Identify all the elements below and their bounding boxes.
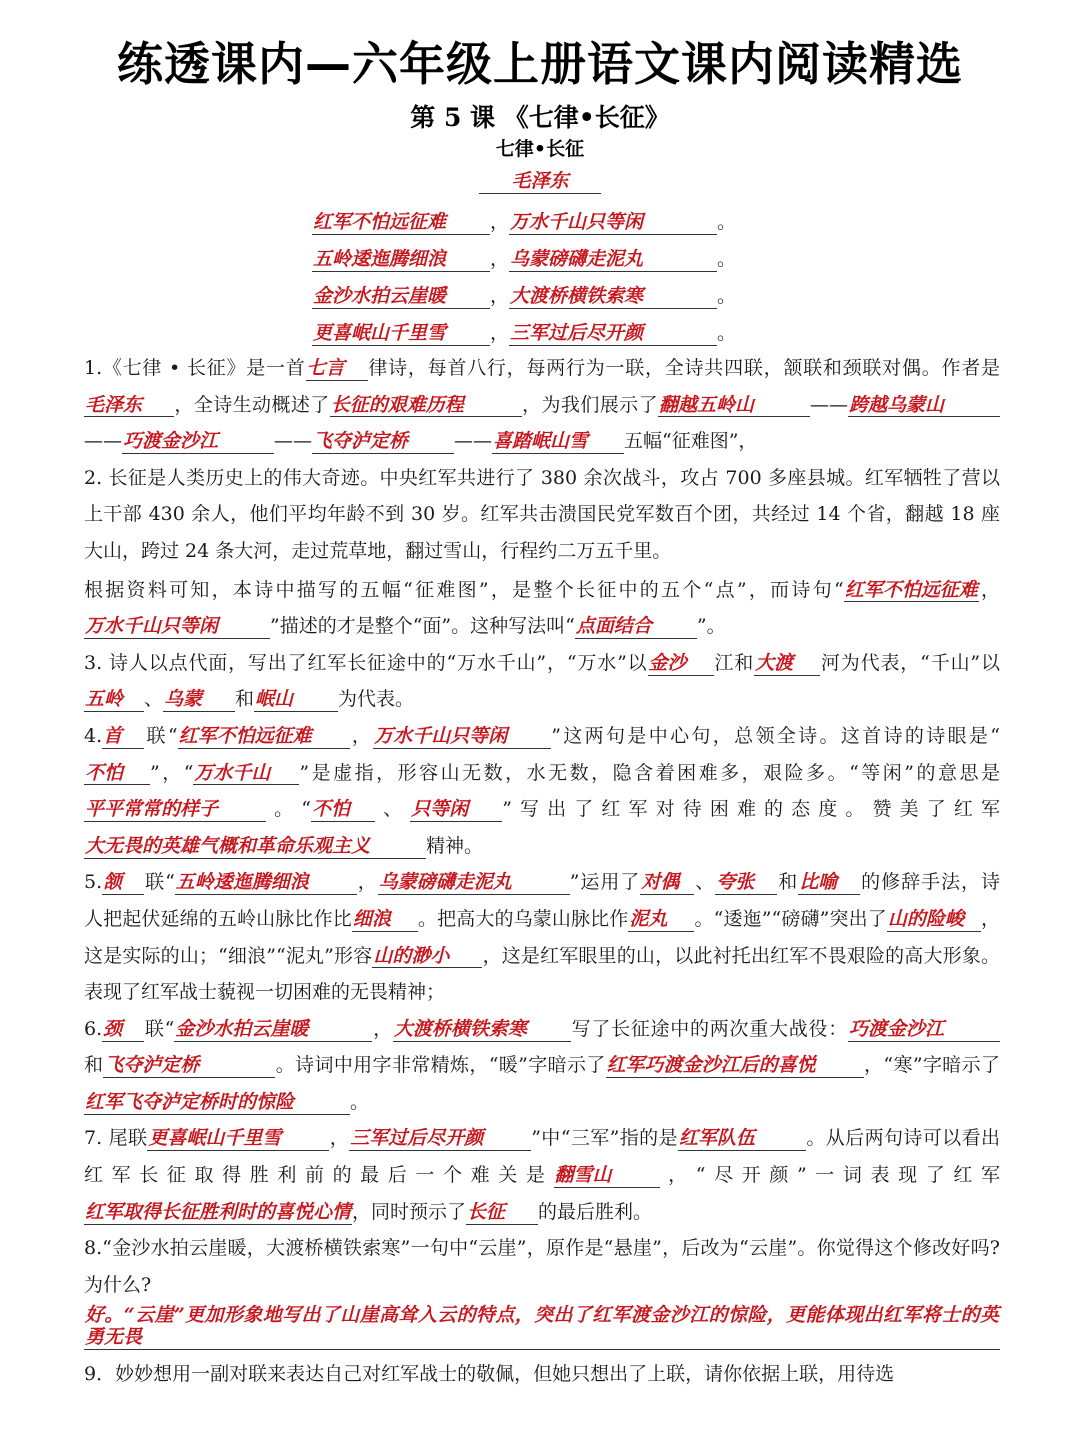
answer-blank: 万水千山 [193, 763, 299, 786]
answer-blank: 颔 [102, 872, 144, 895]
question-text: 和 [777, 871, 799, 894]
answer-blank: 大无畏的英雄气概和革命乐观主义 [84, 836, 426, 859]
question-3 [84, 645, 1000, 718]
answer-blank: 翻雪山 [554, 1165, 660, 1188]
question-text: 联“ [144, 1017, 175, 1040]
question-text: 4. [84, 724, 103, 747]
question-text: 。“ [266, 798, 311, 821]
author-answer: 毛泽东 [479, 171, 601, 194]
question-text: 的修辞手法，诗人把起伏延绵的五岭山脉比作比 [84, 871, 1000, 930]
question-text: 。从后两句诗可以看出红军长征取得胜利前的最后一个难关是 [84, 1127, 1000, 1187]
answer-blank: 山的渺小 [372, 946, 482, 969]
verse-comma: ， [490, 248, 510, 270]
answer-blank: 毛泽东 [84, 395, 174, 418]
question-8: 8.“金沙水拍云崖暖，大渡桥横铁索寒”一句中“云崖”，原作是“悬崖”，后改为“云崖”。你觉得这个修改好吗?为什么? [84, 1237, 1000, 1296]
question-text: ，这是红军眼里的山，以此衬托出红军不畏艰险的高大形象。表现了红军战士藐视一切困难的无畏精神； [84, 944, 1000, 1004]
verse-comma: ， [490, 285, 510, 307]
questions-section [84, 350, 1000, 1392]
answer-blank: 五岭逶迤腾细浪 [175, 872, 357, 895]
question-text: ，同时预示了 [352, 1200, 467, 1223]
answer-blank: 巧渡金沙江 [848, 1019, 1000, 1042]
question-text: 河为代表，“千山”以 [820, 651, 1000, 674]
question-text: 的最后胜利。 [538, 1200, 653, 1223]
question-text: 。诗词中用字非常精炼，“暖”字暗示了 [275, 1054, 606, 1077]
question-text: —— [84, 430, 122, 453]
question-text: 和 [235, 688, 255, 711]
answer-blank: 细浪 [352, 909, 418, 932]
answer-blank: 翻越五岭山 [658, 395, 810, 418]
answer-blank: 飞夺泸定桥 [312, 431, 454, 454]
verse-blank: 红军不怕远征难 [312, 212, 490, 235]
question-text: 。 [350, 1090, 370, 1113]
verse-comma: ， [490, 211, 510, 233]
question-text: 1.《七律 • 长征》是一首 [84, 357, 306, 379]
answer-blank: 颈 [102, 1019, 144, 1042]
question-text: 。“逶迤”“磅礴”突出了 [694, 907, 887, 930]
question-text: 精神。 [426, 834, 484, 857]
answer-blank: 三军过后尽开颜 [349, 1128, 531, 1151]
answer-blank: 跨越乌蒙山 [848, 395, 1000, 418]
question-text: 五幅“征难图”， [624, 430, 758, 453]
question-text: ”这两句是中心句，总领全诗。这首诗的诗眼是“ [551, 724, 1000, 747]
verse-period: 。 [717, 248, 737, 270]
answer-blank: 不怕 [311, 799, 375, 822]
answer-blank: 大渡 [754, 653, 820, 676]
answer-blank: 红军巧渡金沙江后的喜悦 [606, 1055, 864, 1078]
verse-period: 。 [717, 322, 737, 344]
answer-blank: 平平常常的样子 [84, 799, 266, 822]
question-text: 联“ [144, 871, 175, 894]
answer-blank: 更喜岷山千里雪 [147, 1128, 329, 1151]
answer-blank: 红军队伍 [678, 1128, 806, 1151]
question-text: 联“ [144, 724, 178, 747]
answer-blank: 夸张 [715, 872, 777, 895]
answer-blank: 飞夺泸定桥 [103, 1055, 275, 1078]
verse-blank: 万水千山只等闲 [509, 212, 717, 235]
verse-period: 。 [717, 285, 737, 307]
question-text: ，“寒”字暗示了 [863, 1054, 1000, 1077]
question-text: ， [978, 578, 1000, 601]
question-9: 9．妙妙想用一副对联来表达自己对红军战士的敬佩，但她只想出了上联，请你依据上联，用待选 [84, 1362, 895, 1385]
question-text: ， [372, 1017, 393, 1040]
answer-blank: 泥丸 [628, 909, 694, 932]
question-text: ， [356, 871, 378, 894]
question-6 [84, 1011, 1000, 1121]
answer-blank: 喜踏岷山雪 [492, 431, 624, 454]
answer-blank: 只等闲 [410, 799, 502, 822]
question-text: ”。 [696, 615, 726, 638]
answer-blank: 红军取得长征胜利时的喜悦心情 [85, 1200, 352, 1223]
question-text: —— [454, 430, 492, 453]
answer-text: 好。“云崖”更加形象地写出了山崖高耸入云的特点，突出了红军渡金沙江的惊险，更能体现出红军将士的英勇无畏 [85, 1304, 999, 1349]
verse-comma: ， [490, 322, 510, 344]
question-text: 写了长征途中的两次重大战役： [570, 1017, 848, 1040]
question-text: 、 [144, 688, 164, 711]
answer-blank: 金沙 [648, 653, 714, 676]
question-text: ”中“三军”指的是 [531, 1127, 678, 1150]
poem-title: 七律•长征 [495, 138, 585, 160]
question-text: 、 [374, 798, 411, 821]
answer-blank: 万水千山只等闲 [373, 726, 551, 749]
question-text: ”描述的才是整个“面”。这种写法叫“ [270, 615, 575, 638]
poem-line-1 [312, 207, 736, 235]
question-text: 5. [84, 871, 103, 894]
answer-blank: 长征 [466, 1202, 538, 1225]
verse-blank: 三军过后尽开颜 [509, 323, 717, 346]
question-text: 为代表。 [338, 688, 415, 711]
poem-line-3 [312, 281, 736, 309]
answer-blank: 点面结合 [575, 616, 697, 639]
question-2-material: 2. 长征是人类历史上的伟大奇迹。中央红军共进行了 380 余次战斗，攻占 700 多座县城。红军牺牲了营以上干部 430 余人，他们平均年龄不到 30 岁。红军共击溃国民党军数百个团，共经过 14 个省，翻越 18 座大山，跨过 24 条大河，走过荒草地，翻过雪山，行程约二万五千里。 [84, 466, 1000, 562]
answer-blank: 乌蒙 [163, 689, 235, 712]
verse-blank: 大渡桥横铁索寒 [509, 286, 717, 309]
question-text: 、 [694, 871, 716, 894]
poem-author [0, 170, 1080, 194]
poem-line-4 [312, 318, 736, 346]
question-text: ”运用了 [569, 871, 641, 894]
answer-blank: 大渡桥横铁索寒 [393, 1019, 571, 1042]
answer-blank: 对偶 [640, 872, 694, 895]
verse-blank: 金沙水拍云崖暖 [312, 286, 490, 309]
answer-blank: 比喻 [798, 872, 860, 895]
question-2 [84, 572, 1000, 645]
question-text: ，全诗生动概述了 [174, 393, 330, 416]
verse-blank: 乌蒙磅礴走泥丸 [509, 249, 717, 272]
verse-period: 。 [717, 211, 737, 233]
question-text: ，“尽开颜”一词表现了红军 [659, 1164, 1000, 1187]
question-text: 和 [84, 1054, 104, 1077]
answer-blank: 首 [102, 726, 144, 749]
answer-blank: 红军不怕远征难 [844, 578, 978, 601]
question-8-answer [84, 1305, 1000, 1355]
answer-blank: 不怕 [84, 763, 150, 786]
question-text: ”是虚指，形容山无数，水无数，隐含着困难多，艰险多。“等闲”的意思是 [299, 761, 1000, 784]
question-text: —— [809, 393, 848, 416]
answer-blank: 红军飞夺泸定桥时的惊险 [84, 1092, 350, 1115]
answer-blank: 乌蒙磅礴走泥丸 [378, 872, 570, 895]
question-text: 江和 [713, 651, 755, 674]
question-1 [84, 350, 1000, 460]
answer-blank: 七言 [306, 358, 368, 381]
verse-blank: 五岭逶迤腾细浪 [312, 249, 490, 272]
poem-line-2 [312, 244, 736, 272]
answer-blank: 金沙水拍云崖暖 [174, 1019, 372, 1042]
question-text: 7. 尾联 [84, 1127, 148, 1150]
question-text: ”写出了红军对待困难的态度。赞美了红军 [502, 798, 1000, 821]
answer-blank: 山的险峻 [887, 909, 981, 932]
question-text: 。把高大的乌蒙山脉比作 [417, 907, 629, 930]
question-text: ”，“ [150, 761, 194, 784]
question-4 [84, 718, 1000, 864]
question-5 [84, 864, 1000, 1010]
lesson-heading: 第 5 课 《七律•长征》 [410, 103, 670, 132]
answer-blank: 红军不怕远征难 [178, 726, 350, 749]
question-text: ， [349, 724, 374, 747]
answer-blank: 岷山 [254, 689, 338, 712]
answer-blank: 五岭 [84, 689, 144, 712]
question-text: 律诗，每首八行，每两行为一联，全诗共四联，颔联和颈联对偶。作者是 [367, 357, 1000, 379]
answer-blank: 万水千山只等闲 [84, 616, 270, 639]
question-text: ，这是实际的山；“细浪”“泥丸”形容 [84, 907, 1000, 967]
page-title: 练透课内—六年级上册语文课内阅读精选 [117, 37, 963, 91]
question-text: 根据资料可知，本诗中描写的五幅“征难图”，是整个长征中的五个“点”，而诗句“ [84, 578, 844, 601]
question-7 [84, 1120, 1000, 1230]
question-text: —— [274, 430, 312, 453]
question-text: ，为我们展示了 [521, 393, 658, 416]
question-text: ， [329, 1127, 350, 1150]
verse-blank: 更喜岷山千里雪 [312, 323, 490, 346]
question-text: 6. [84, 1017, 103, 1040]
question-text: 3. 诗人以点代面，写出了红军长征途中的“万水千山”，“万水”以 [84, 651, 648, 674]
answer-blank: 长征的艰难历程 [330, 395, 522, 418]
answer-blank: 巧渡金沙江 [122, 431, 274, 454]
